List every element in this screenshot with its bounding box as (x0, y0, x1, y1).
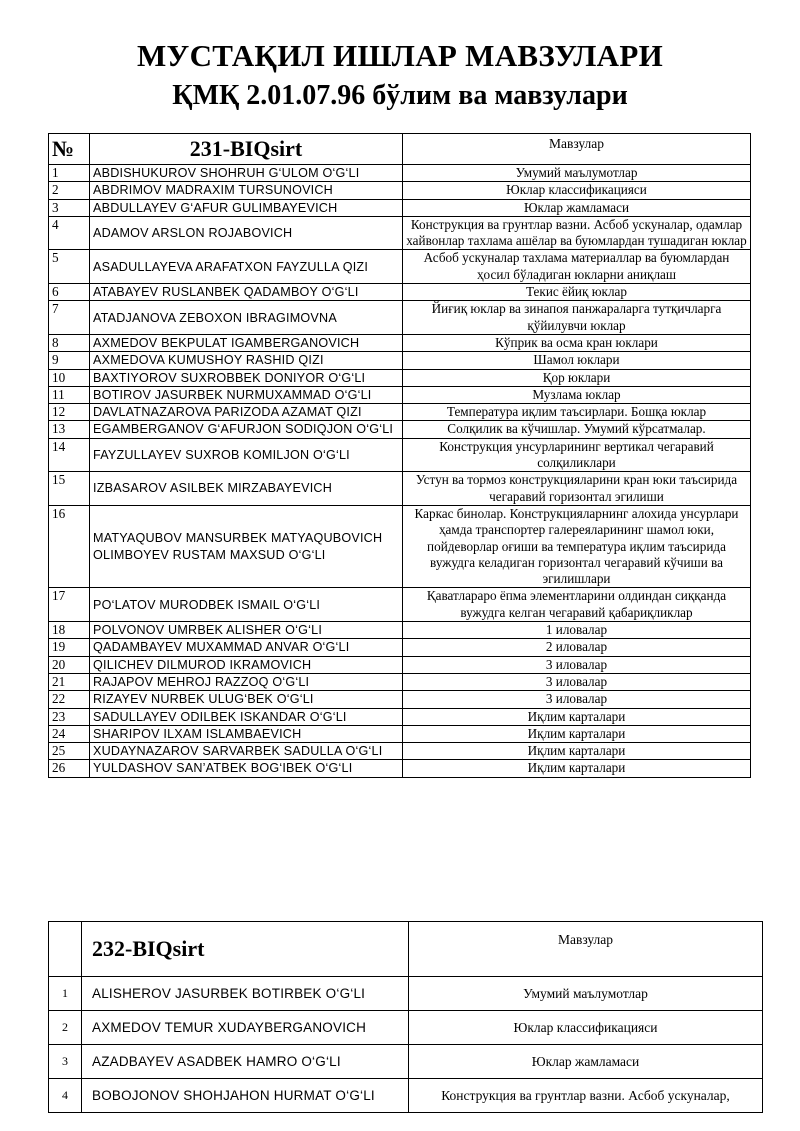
topic-cell: Температура иқлим таъсирлари. Бошқа юклар (403, 404, 751, 421)
table-row (49, 588, 751, 622)
topic-cell: Иқлим карталари (403, 760, 751, 777)
topic-cell: 3 иловалар (403, 691, 751, 708)
table-row (49, 1045, 763, 1079)
student-name: AXMEDOV BEKPULAT IGAMBERGANOVICH (90, 334, 403, 351)
row-number: 16 (49, 505, 90, 587)
table-row (49, 743, 751, 760)
topic-cell: Каркас бинолар. Конструкцияларнинг алохида унсурлари ҳамда транспортер галереяларининг шамол юки, пойдеворлар оғиши ва температура иқлим таъсирида вужудга келадиган горизонтал чегаравий кўчиши ва эгилишлари (403, 505, 751, 587)
row-number: 3 (49, 199, 90, 216)
table-row (49, 199, 751, 216)
row-number: 26 (49, 760, 90, 777)
student-name: ABDRIMOV MADRAXIM TURSUNOVICH (90, 182, 403, 199)
topic-cell: Иқлим карталари (403, 743, 751, 760)
row-number: 4 (49, 1079, 82, 1113)
row-number: 20 (49, 656, 90, 673)
row-number: 7 (49, 301, 90, 335)
table-row (49, 386, 751, 403)
topic-cell: Солқилик ва кўчишлар. Умумий кўрсатмалар. (403, 421, 751, 438)
table-body (49, 165, 751, 778)
student-name: ABDISHUKUROV SHOHRUH G‘ULOM O‘G‘LI (90, 165, 403, 182)
row-number: 1 (49, 977, 82, 1011)
topic-cell: Конструкция ва грунтлар вазни. Асбоб ускуналар, (409, 1079, 763, 1113)
table-row (49, 673, 751, 690)
topic-cell: 2 иловалар (403, 639, 751, 656)
topic-cell: Шамол юклари (403, 352, 751, 369)
topic-cell: Юклар жамламаси (403, 199, 751, 216)
row-number: 5 (49, 250, 90, 284)
column-topic-header: Мавзулар (409, 922, 763, 977)
table-header-row (49, 134, 751, 165)
table-row (49, 352, 751, 369)
student-name: ATABAYEV RUSLANBEK QADAMBOY O‘G‘LI (90, 284, 403, 301)
student-name: SADULLAYEV ODILBEK ISKANDAR O‘G‘LI (90, 708, 403, 725)
row-number: 4 (49, 216, 90, 250)
student-name: BOTIROV JASURBEK NURMUXAMMAD O‘G‘LI (90, 386, 403, 403)
topic-cell: Текис ёйиқ юклар (403, 284, 751, 301)
topic-cell: 3 иловалар (403, 656, 751, 673)
student-name: ALISHEROV JASURBEK BOTIRBEK O‘G‘LI (82, 977, 409, 1011)
topic-cell: Қаватлараро ёпма элементларини олдиндан сиққанда вужудга келган чегаравий қабариқликлар (403, 588, 751, 622)
group-name-header: 232-BIQsirt (82, 922, 409, 977)
row-number: 25 (49, 743, 90, 760)
student-name: EGAMBERGANOV G‘AFURJON SODIQJON O‘G‘LI (90, 421, 403, 438)
student-name: ATADJANOVA ZEBOXON IBRAGIMOVNA (90, 301, 403, 335)
table-row (49, 284, 751, 301)
table-row (49, 334, 751, 351)
table-row (49, 438, 751, 472)
table-row (49, 472, 751, 506)
student-name: AXMEDOV TEMUR XUDAYBERGANOVICH (82, 1011, 409, 1045)
student-name: POLVONOV UMRBEK ALISHER O‘G‘LI (90, 622, 403, 639)
student-name: IZBASAROV ASILBEK MIRZABAYEVICH (90, 472, 403, 506)
column-topic-header: Мавзулар (403, 134, 751, 165)
topic-cell: 1 иловалар (403, 622, 751, 639)
table-row (49, 1079, 763, 1113)
topic-cell: Иқлим карталари (403, 725, 751, 742)
row-number: 2 (49, 1011, 82, 1045)
student-name: PO‘LATOV MURODBEK ISMAIL O‘G‘LI (90, 588, 403, 622)
table-row (49, 977, 763, 1011)
table-header-row (49, 922, 763, 977)
student-name: XUDAYNAZAROV SARVARBEK SADULLA O‘G‘LI (90, 743, 403, 760)
student-name: BOBOJONOV SHOHJAHON HURMAT O‘G‘LI (82, 1079, 409, 1113)
table-row (49, 250, 751, 284)
row-number: 10 (49, 369, 90, 386)
table-row (49, 404, 751, 421)
student-name: RIZAYEV NURBEK ULUG‘BEK O‘G‘LI (90, 691, 403, 708)
topic-cell: Юклар жамламаси (409, 1045, 763, 1079)
column-number-header: № (49, 134, 90, 165)
row-number: 1 (49, 165, 90, 182)
student-name: ABDULLAYEV G‘AFUR GULIMBAYEVICH (90, 199, 403, 216)
row-number: 17 (49, 588, 90, 622)
group-name-header: 231-BIQsirt (90, 134, 403, 165)
topic-cell: Юклар классификацияси (403, 182, 751, 199)
student-name: ASADULLAYEVA ARAFATXON FAYZULLA QIZI (90, 250, 403, 284)
student-name: ADAMOV ARSLON ROJABOVICH (90, 216, 403, 250)
topic-cell: Устун ва тормоз конструкцияларини кран юки таъсирида чегаравий горизонтал эгилиши (403, 472, 751, 506)
row-number: 2 (49, 182, 90, 199)
topic-cell: Музлама юклар (403, 386, 751, 403)
group-232-table (48, 921, 763, 1113)
page-title: МУСТАҚИЛ ИШЛАР МАВЗУЛАРИ (137, 38, 663, 73)
table-row (49, 505, 751, 587)
student-name: QADAMBAYEV MUXAMMAD ANVAR O‘G‘LI (90, 639, 403, 656)
table-row (49, 725, 751, 742)
topic-cell: Юклар классификацияси (409, 1011, 763, 1045)
topic-cell: 3 иловалар (403, 673, 751, 690)
table-row (49, 691, 751, 708)
topic-cell: Иқлим карталари (403, 708, 751, 725)
topic-cell: Кўприк ва осма кран юклари (403, 334, 751, 351)
column-number-header (49, 922, 82, 977)
student-name: FAYZULLAYEV SUXROB KOMILJON O‘G‘LI (90, 438, 403, 472)
student-name: MATYAQUBOV MANSURBEK MATYAQUBOVICH OLIMBOYEV RUSTAM MAXSUD O‘G‘LI (90, 505, 403, 587)
row-number: 12 (49, 404, 90, 421)
table-body (49, 977, 763, 1113)
topic-cell: Умумий маълумотлар (403, 165, 751, 182)
student-name: AZADBAYEV ASADBEK HAMRO O‘G‘LI (82, 1045, 409, 1079)
topic-cell: Конструкция унсурларининг вертикал чегаравий солқиликлари (403, 438, 751, 472)
table-row (49, 639, 751, 656)
row-number: 14 (49, 438, 90, 472)
row-number: 11 (49, 386, 90, 403)
topic-cell: Умумий маълумотлар (409, 977, 763, 1011)
topic-cell: Конструкция ва грунтлар вазни. Асбоб ускуналар, одамлар хайвонлар тахлама ашёлар ва буюмлардан тушадиган юклар (403, 216, 751, 250)
student-name: AXMEDOVA KUMUSHOY RASHID QIZI (90, 352, 403, 369)
student-name: QILICHEV DILMUROD IKRAMOVICH (90, 656, 403, 673)
topic-cell: Йиғиқ юклар ва зинапоя панжараларга тутқичларга қўйилувчи юклар (403, 301, 751, 335)
student-name: SHARIPOV ILXAM ISLAMBAEVICH (90, 725, 403, 742)
row-number: 21 (49, 673, 90, 690)
student-name: DAVLATNAZAROVA PARIZODA AZAMAT QIZI (90, 404, 403, 421)
student-name: BAXTIYOROV SUXROBBEK DONIYOR O‘G‘LI (90, 369, 403, 386)
row-number: 8 (49, 334, 90, 351)
table-row (49, 1011, 763, 1045)
row-number: 3 (49, 1045, 82, 1079)
table-row (49, 656, 751, 673)
row-number: 22 (49, 691, 90, 708)
row-number: 18 (49, 622, 90, 639)
table-row (49, 165, 751, 182)
table-row (49, 369, 751, 386)
row-number: 13 (49, 421, 90, 438)
page-subtitle: ҚМҚ 2.01.07.96 бўлим ва мавзулари (172, 80, 628, 111)
table-row (49, 182, 751, 199)
group-231-table (48, 133, 751, 778)
row-number: 23 (49, 708, 90, 725)
topic-cell: Асбоб ускуналар тахлама материаллар ва буюмлардан ҳосил бўладиган юкларни аниқлаш (403, 250, 751, 284)
table-row (49, 622, 751, 639)
row-number: 15 (49, 472, 90, 506)
row-number: 9 (49, 352, 90, 369)
student-name: RAJAPOV MEHROJ RAZZOQ O‘G‘LI (90, 673, 403, 690)
row-number: 6 (49, 284, 90, 301)
table-row (49, 708, 751, 725)
table-row (49, 216, 751, 250)
table-row (49, 760, 751, 777)
table-row (49, 421, 751, 438)
topic-cell: Қор юклари (403, 369, 751, 386)
student-name: YULDASHOV SAN’ATBEK BOG‘IBEK O‘G‘LI (90, 760, 403, 777)
row-number: 24 (49, 725, 90, 742)
table-row (49, 301, 751, 335)
row-number: 19 (49, 639, 90, 656)
